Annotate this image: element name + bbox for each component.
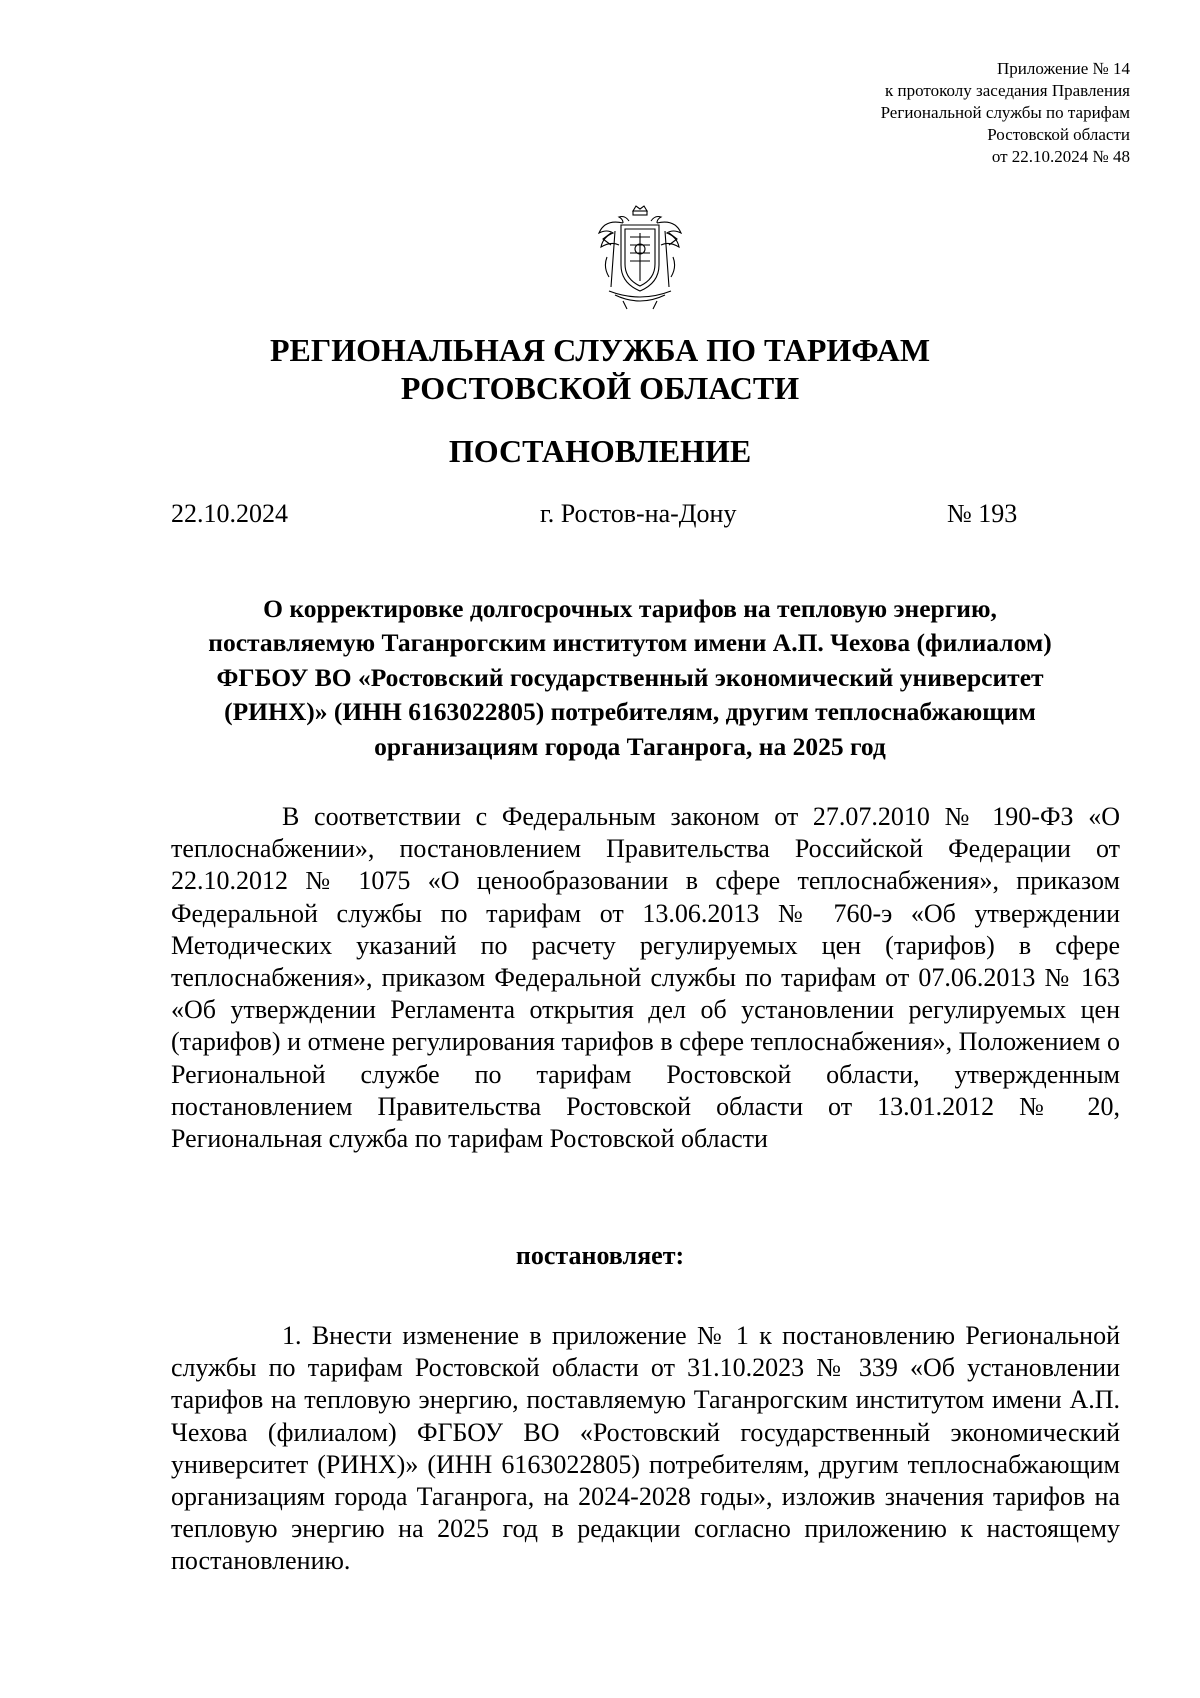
subject-line: О корректировке долгосрочных тарифов на тепловую энергию, xyxy=(263,594,997,623)
document-subject xyxy=(150,592,1110,764)
subject-line: ФГБОУ ВО «Ростовский государственный экономический университет xyxy=(216,662,1044,692)
agency-name xyxy=(0,331,1200,407)
subject-line: поставляемую Таганрогским институтом имени А.П. Чехова (филиалом) xyxy=(208,628,1052,658)
appendix-line: к протоколу заседания Правления xyxy=(885,81,1130,100)
coat-of-arms-icon xyxy=(593,203,687,311)
agency-name-line: РОСТОВСКОЙ ОБЛАСТИ xyxy=(400,370,800,406)
document-date: 22.10.2024 xyxy=(171,499,288,528)
preamble-paragraph: В соответствии с Федеральным законом от 27.07.2010 № 190-ФЗ «О теплоснабжении», постановлением Правительства Российской Федерации от 22.10.2012 № 1075 «О ценообразовании в сфере теплоснабжения», приказом Федеральной службы по тарифам от 13.06.2013 № 760-э «Об утверждении Методических указаний по расчету регулируемых цен (тарифов) в сфере теплоснабжения», приказом Федеральной службы по тарифам от 07.06.2013 № 163 «Об утверждении Регламента открытия дел об установлении регулируемых цен (тарифов) и отмене регулирования тарифов в сфере теплоснабжения», Положением о Региональной службе по тарифам Ростовской области, утвержденным постановлением Правительства Ростовской области от 13.01.2012 № 20, Региональная служба по тарифам Ростовской области xyxy=(171,802,1120,1154)
document-type: ПОСТАНОВЛЕНИЕ xyxy=(448,433,752,469)
appendix-line: Приложение № 14 xyxy=(997,59,1130,78)
document-city: г. Ростов-на-Дону xyxy=(540,499,737,528)
appendix-line: Ростовской области xyxy=(987,125,1130,144)
subject-line: организациям города Таганрога, на 2025 год xyxy=(374,731,886,761)
item-1-paragraph: 1. Внести изменение в приложение № 1 к постановлению Региональной службы по тарифам Ростовской области от 31.10.2023 № 339 «Об установлении тарифов на тепловую энергию, поставляемую Таганрогским институтом имени А.П. Чехова (филиалом) ФГБОУ ВО «Ростовский государственный экономический университет (РИНХ)» (ИНН 6163022805) потребителям, другим теплоснабжающим организациям города Таганрога, на 2024-2028 годы», изложив значения тарифов на тепловую энергию на 2025 год в редакции согласно приложению к настоящему постановлению. xyxy=(171,1321,1120,1576)
appendix-line: Региональной службы по тарифам xyxy=(880,103,1130,122)
agency-name-line: РЕГИОНАЛЬНАЯ СЛУЖБА ПО ТАРИФАМ xyxy=(269,332,931,368)
resolves-heading: постановляет: xyxy=(515,1241,685,1270)
subject-line: (РИНХ)» (ИНН 6163022805) потребителям, другим теплоснабжающим xyxy=(224,697,1036,727)
appendix-note xyxy=(881,58,1130,168)
document-number: № 193 xyxy=(947,499,1018,528)
appendix-line: от 22.10.2024 № 48 xyxy=(991,147,1130,166)
